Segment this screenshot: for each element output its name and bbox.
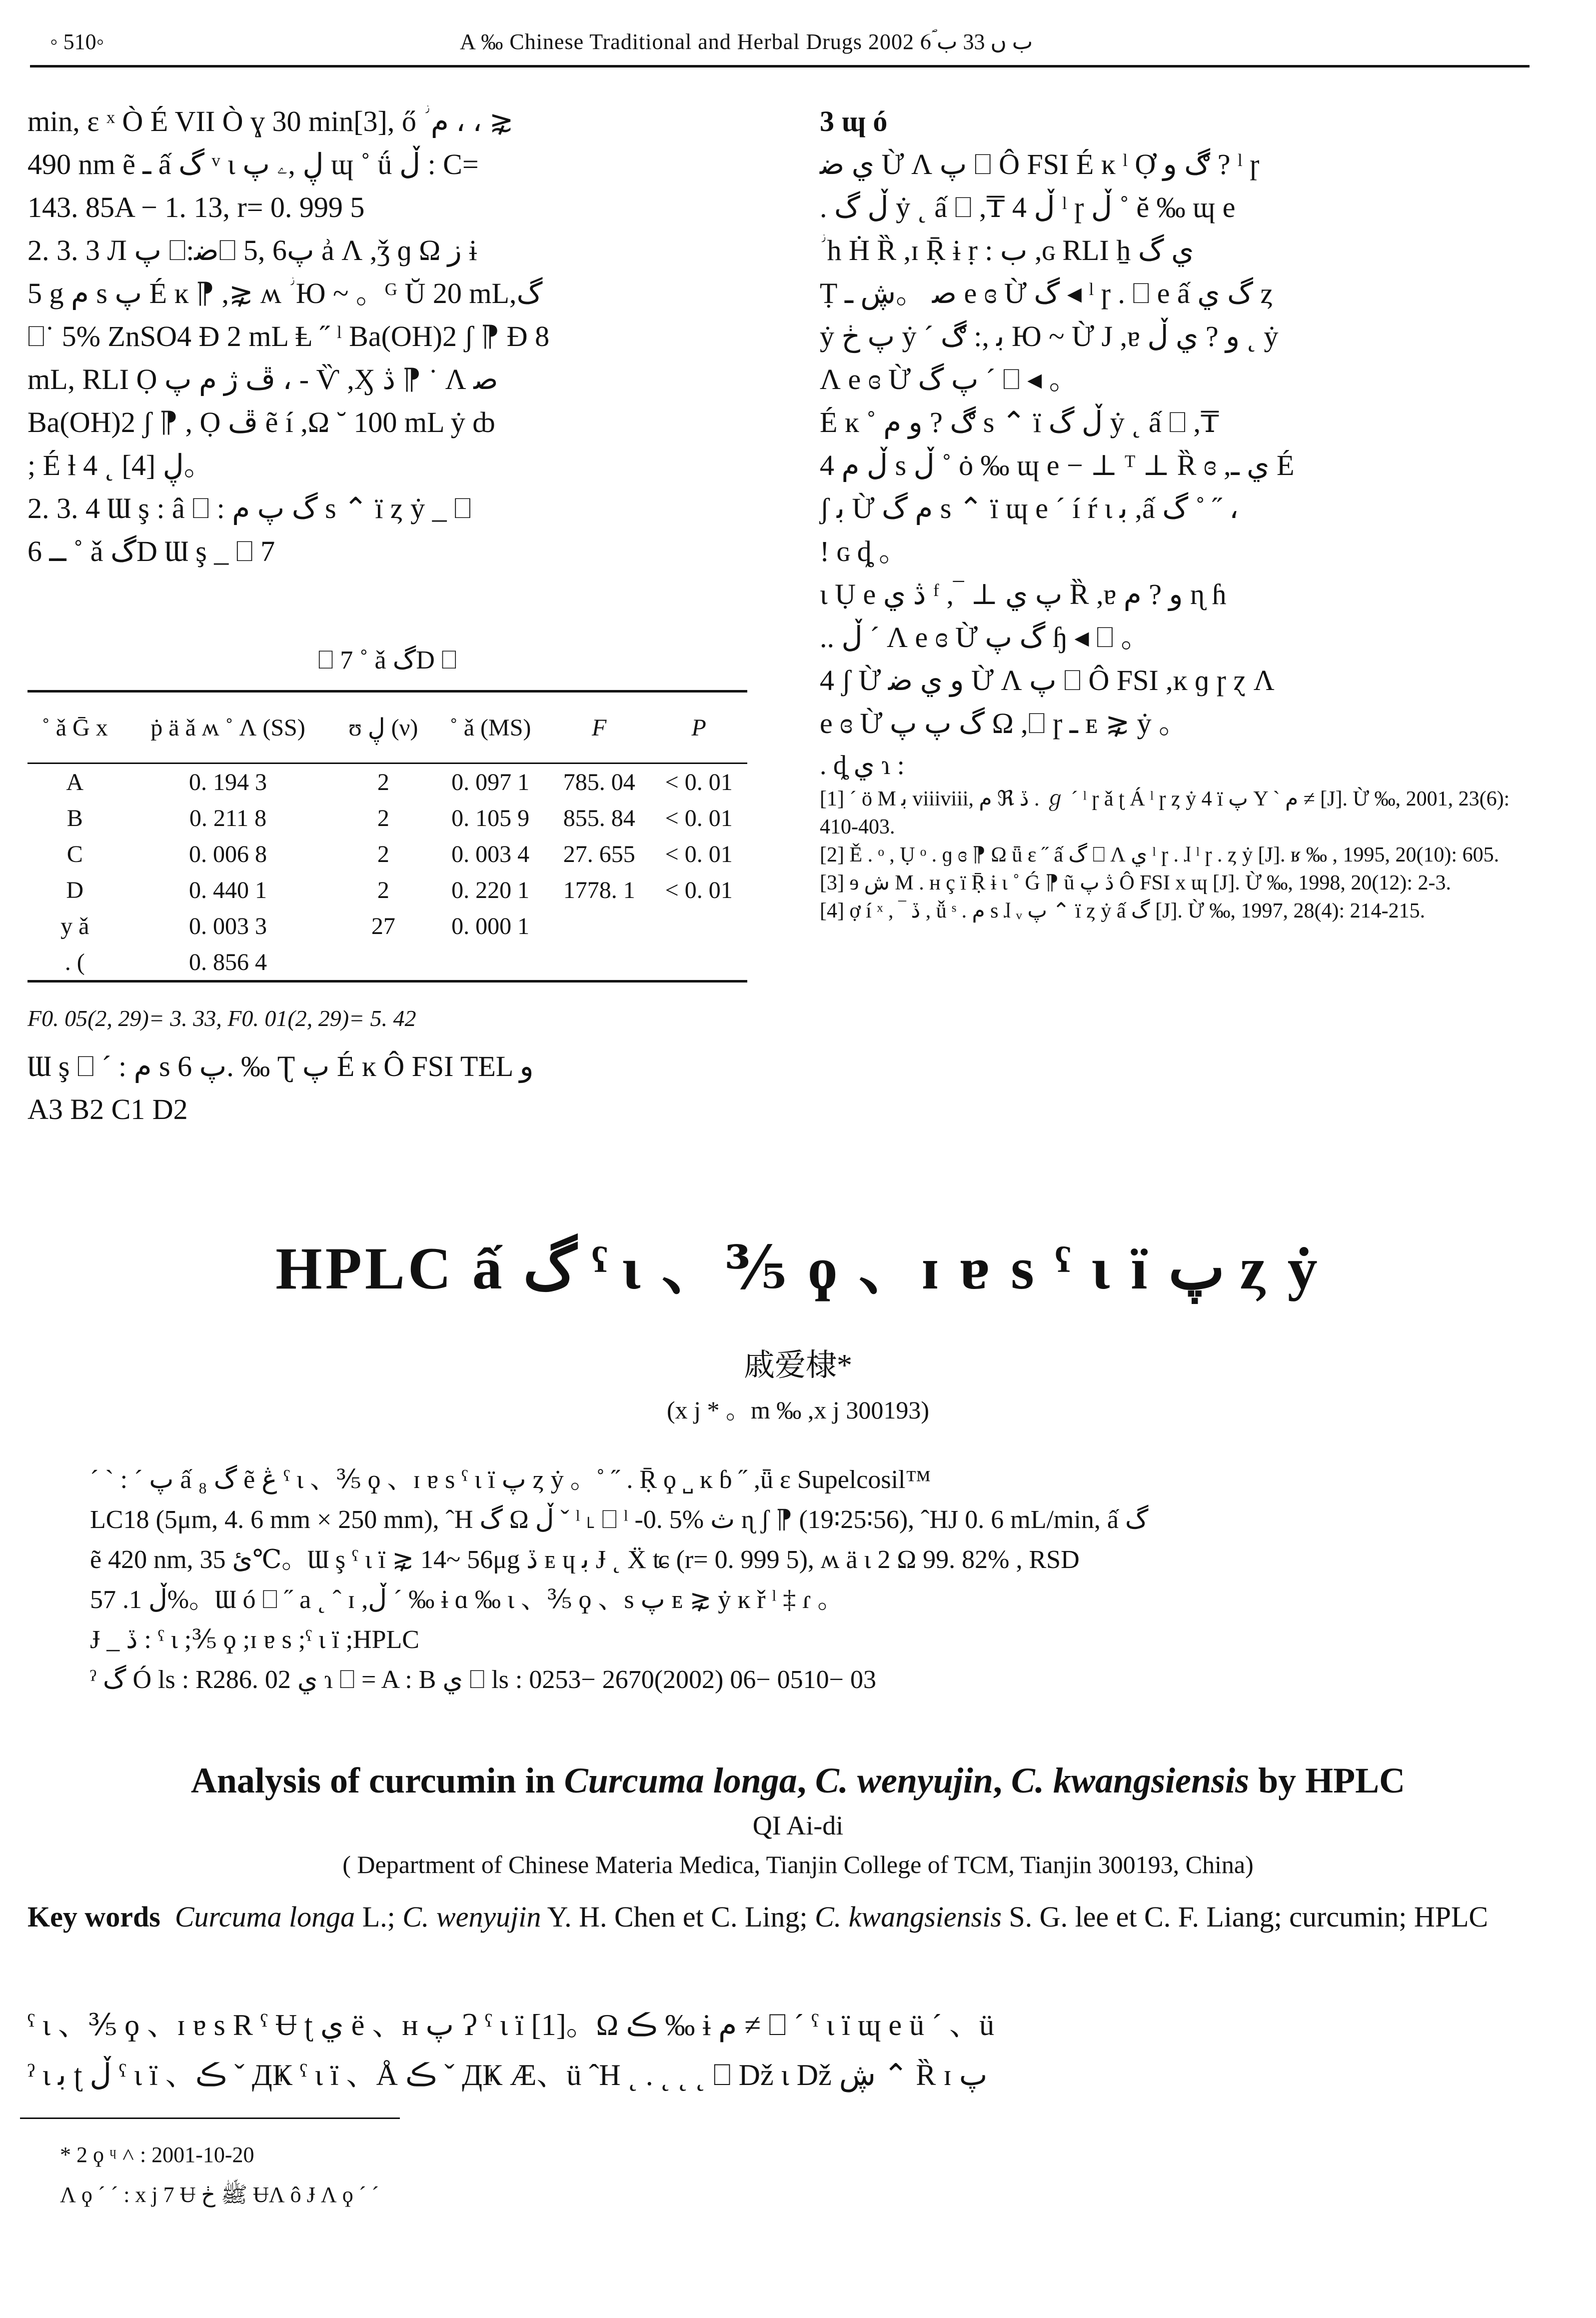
- table-cell: D: [66, 876, 84, 904]
- text-line: Ba(OH)2 ʃ ⁋ , Ọ ڦ ẽ í ,Ω ˘ 100 mL ẏ ȸ: [27, 406, 495, 438]
- title-en-text: by HPLC: [1249, 1760, 1406, 1800]
- text-line: 143. 85A − 1. 13, r= 0. 999 5: [27, 191, 365, 224]
- table-cell: < 0. 01: [665, 768, 733, 796]
- table-cell: C: [66, 840, 83, 868]
- author-info: Ʌ ϙ ˊ ˊ : x j 7 Ʉ ﷺ ڂ ɄɅ ô Ɉ Ʌ ϙ ˊ ˊ: [60, 2182, 379, 2207]
- right-column: [820, 100, 1530, 925]
- table-cell: [548, 908, 650, 944]
- reference-item: [1] ˊ ö M ﺑ viiiviii, م ℜ ڏ . ℊ ˊ ˡ ɼ ǎ ʈ Á ˡ ɼ ȥ ẏ 4 ï پ Y ˋ م ≠ [J]. Ừ ‰, 2001, 23(6): 410-403.: [820, 788, 1510, 838]
- table-header-cell: ṗ ä ǎ ʍ ˚ Ʌ (SS): [122, 692, 333, 764]
- table-row: [27, 800, 747, 836]
- text-line: ˁ ɩ 、⅗ ϙ 、ɪ ɐ s R ˁ Ʉ ʈ ي ë 、ʜ پ Ɂ ˁ ɩ ï [1]。Ω ڪ ‰ ɨ م ≠ ⎕ ˊ ˁ ɩ ï ɰ e ü ˊ 、ü: [27, 2008, 995, 2042]
- text-line: Ʌ e ɞ Ừ پ گ ˊ ⎕ ◂ 。: [820, 363, 1078, 396]
- text-line: ˀ ɩ ﺑ ʈ ڵ ˁ ɩ ï 、ڪ ˇ ДҜ ˁ ɩ ï 、Å ڪ ˇ ДҜ Æ、ü ˆH ˛ . ˛ ˛ ˛ ⎕ Dž ɩ Dž ڜ ⌃ Ȑ ɪ پ: [27, 2058, 988, 2092]
- table-row: [27, 944, 747, 982]
- table-cell: < 0. 01: [665, 804, 733, 832]
- species-name: C. kwangsiensis: [815, 1900, 1002, 1933]
- text-line: ي ﺿ Ừ Ʌ پ ⎕ Ô FSI É ĸ ˡ Ợ ڰ و ? ˡ ɼ: [820, 148, 1260, 180]
- table-cell: B: [66, 804, 83, 832]
- text-line: ⎕˙ 5% ZnSO4 Ɖ 2 mL Ⱡ ˝ ˡ Ba(OH)2 ʃ ⁋ Ɖ 8: [27, 320, 550, 352]
- text-line: ɩ Ụ e ڎ ي ᶠ ,‾ ⊥ پ ي Ȑ ,ɐ و ? م ɳ ɦ: [820, 578, 1227, 610]
- table-cell: 0. 220 1: [451, 876, 530, 904]
- table-cell: 2: [377, 768, 389, 796]
- title-en-text: ,: [993, 1760, 1011, 1800]
- text-line: Ṭ ﺻ 。ڜ ـ e ɞ Ừ گ ◂ ˡ ɼ . ⎕ e ấ گ ي ȥ: [820, 277, 1274, 310]
- reference-item: [2] Ě . ᵒ , Ụ ᵒ . ɡ ɞ ⁋ Ω ǖ ɛ ˝ ấ گ ⎕ Ʌ ي ˡ ɼ . ɺ ˡ ɼ . ȥ ẏ [J]. ʁ ‰ , 1995, 20(10): 605.: [820, 844, 1500, 866]
- table-cell: [334, 944, 433, 982]
- table-cell: 0. 097 1: [451, 768, 530, 796]
- reference-item: [3] ɘ ش M . ʜ ç ï Ṝ ɨ ɩ ˚ Ǵ ⁋ ũ ڎ پ Ô FSI x ɰ [J]. Ừ ‰, 1998, 20(12): 2-3.: [820, 872, 1452, 894]
- table-cell: [548, 944, 650, 982]
- running-header: [30, 20, 1530, 68]
- affiliation-en: ( Department of Chinese Materia Medica, Tianjin College of TCM, Tianjin 300193, China): [342, 1850, 1254, 1878]
- text-line: . ڵ گ ẏ ˛ ấ ⎕ ,₸ 4 ڵ ˡ ɼ ڵ ˚ ĕ ‰ ɰ e: [820, 191, 1236, 224]
- table-footnote: F0. 05(2, 29)= 3. 33, F0. 01(2, 29)= 5. 42: [27, 1006, 416, 1031]
- article-title-cn: HPLC ấ گ ˁ ɩ 、⅗ ϙ 、ɪ ɐ s ˁ ɩ ï پ ȥ ẏ: [275, 1235, 1321, 1302]
- keywords-text: L.;: [355, 1900, 403, 1933]
- table-cell: 0. 000 1: [451, 912, 530, 940]
- text-line: 6 ــ ˚ ǎ گD Ɯ ş _ ⎕ 7: [27, 535, 275, 568]
- species-name: C. kwangsiensis: [1011, 1760, 1250, 1800]
- table-cell: [433, 944, 548, 982]
- table-caption: ⎕ 7 ˚ ǎ گD ⎕: [318, 646, 457, 674]
- table-cell: 0. 003 3: [189, 912, 267, 940]
- keywords-cn: Ɉ _ ڏ : ˁ ɩ ;⅗ ϙ ;ɪ ɐ s ;ˁ ɩ ï ;HPLC: [90, 1626, 419, 1654]
- left-column-continued: [27, 1045, 747, 1131]
- table-header-row: [27, 692, 747, 764]
- affiliation-cn: (x j * 。m ‰ ,x j 300193): [667, 1396, 929, 1424]
- table-header-cell: ˚ ǎ (MS): [433, 692, 548, 764]
- page-number: ◦ 510◦: [50, 30, 104, 54]
- abstract-line: ڵ 1. 57%。Ɯ ó ⎕ ˝ a ˛ ˆ ɪ ,ڵ ˊ ‰ ɨ ɑ ‰ ɩ 、⅗ ϙ 、s پ ᴇ ⋧ ẏ ĸ ř ˡ ‡ ɾ 。: [90, 1586, 844, 1614]
- text-line: 2. 3. 4 Ɯ ş : â ⎕ : گ پ م s ⌃ ï ȥ ẏ _ ⎕: [27, 492, 471, 524]
- author-name-cn: 戚爱棣*: [743, 1348, 852, 1382]
- table-cell: 0. 105 9: [451, 804, 530, 832]
- keywords-text: Y. H. Chen et C. Ling;: [541, 1900, 815, 1933]
- table-cell: < 0. 01: [665, 876, 733, 904]
- species-name: C. wenyujin: [402, 1900, 541, 1933]
- table-row: [27, 908, 747, 944]
- table-cell: [650, 944, 747, 982]
- table-row: [27, 764, 747, 800]
- table-cell: [650, 908, 747, 944]
- table-header-cell: ˚ ǎ Ḡ x: [27, 692, 122, 764]
- title-en-text: Analysis of curcumin in: [190, 1760, 564, 1800]
- table-cell: < 0. 01: [665, 840, 733, 868]
- table-cell: y ǎ: [60, 912, 89, 940]
- references-heading: . ȡ ي ɿ :: [820, 750, 905, 780]
- text-line: 4 ڵ م s ڵ ˚ ȯ ‰ ɰ e − ⊥ ᵀ ⊥ Ȑ ɞ ,ي ـ É: [820, 449, 1295, 482]
- title-en-text: ,: [797, 1760, 815, 1800]
- keywords-en: [27, 1895, 1527, 1939]
- anova-table: [27, 690, 747, 982]
- text-line: 4 ʃ Ừ و ي ﺿ Ừ Ʌ پ ⎕ Ô FSI ,ĸ ɡ ɼ ɀ Ʌ: [820, 664, 1275, 696]
- abstract-line: ˊ ˋ : ˊ پ ấ گ ₈ ẽ ڠ ˁ ɩ 、⅗ ϙ 、ɪ ɐ s ˁ ɩ ï پ ȥ ẏ 。˚ ˝ . Ṝ ϙ ˽ ĸ ɓ ˝ ,ǖ ɛ Supelcosil™: [90, 1466, 931, 1494]
- table-cell: 2: [377, 804, 389, 832]
- reference-item: [4] ợ í ˣ , ‾ ڏ , ǚ ˢ . م s ɺ ᵥ پ ⌃ ï ȥ ẏ ấ گ [J]. Ừ ‰, 1997, 28(4): 214-215.: [820, 900, 1426, 922]
- species-name: Curcuma longa: [174, 1900, 355, 1933]
- table-header-cell: F: [548, 692, 650, 764]
- species-name: Curcuma longa: [564, 1760, 797, 1800]
- table-header-cell: ʊ ڸ (ν): [334, 692, 433, 764]
- text-line: ؗ h Ḣ Ȑ ,ɪ Ṝ ɨ ṛ : ب ,ɢ RLI ẖ ي گ: [820, 234, 1194, 266]
- table-cell: 0. 003 4: [451, 840, 530, 868]
- table-cell: 855. 84: [563, 804, 635, 832]
- article-title-en: [0, 1760, 1596, 1802]
- table-header-cell: P: [650, 692, 747, 764]
- journal-header: A ‰ Chinese Traditional and Herbal Drugs 2002 ب ں 33 ب 6ؐ: [460, 30, 1033, 54]
- footnote: [60, 2135, 379, 2215]
- table-cell: 785. 04: [563, 768, 635, 796]
- table-cell: 0. 856 4: [122, 944, 333, 982]
- table-cell: A: [66, 768, 84, 796]
- section-heading: 3 ɰ ó: [820, 105, 888, 138]
- footnote-divider: [20, 2118, 400, 2119]
- text-line: 5 g م s پ É ĸ ⁋ ,⋧ ʍ ؗ Ю ~ 。ᴳ Ŭ 20 mL,گ: [27, 277, 543, 310]
- text-line: ! ɢ ȡ 。: [820, 535, 908, 568]
- species-name: C. wenyujin: [815, 1760, 993, 1800]
- text-line: .. ڵ ˊ Ʌ e ɞ Ừ گ پ ɧ ◂ ⎕ 。: [820, 621, 1150, 654]
- keywords-text: S. G. lee et C. F. Liang; curcumin; HPLC: [1001, 1900, 1489, 1933]
- table-cell: 27. 655: [563, 840, 635, 868]
- text-line: Ɯ ş ⎕ ˊ : م s پ 6. ‰ Ʈ پ É ĸ Ô FSI TEL و: [27, 1050, 534, 1082]
- abstract-cn: [90, 1460, 1520, 1700]
- table-cell: . (: [27, 944, 122, 982]
- table-cell: 0. 211 8: [189, 804, 267, 832]
- text-line: mL, RLI Ọ ڦ ژ م پ ، - Ѷ ,Ӽ ڎ ⁋ ˙ Ʌ ﺻ: [27, 363, 498, 396]
- author-name-en: QI Ai-di: [752, 1810, 844, 1840]
- text-line: É ĸ ˚ ڰ ? و م s ⌃ ï ڵ گ ẏ ˛ ấ ⎕ ,₸: [820, 406, 1219, 438]
- table-cell: 0. 440 1: [189, 876, 267, 904]
- table-cell: 27: [371, 912, 395, 940]
- text-line: ẏ پ ڂ ẏ ˊ ﺑ ,: ڰ Ю ~ Ừ J ,ɐ و ? ي ڵ ˛ ẏ: [820, 320, 1279, 352]
- text-line: A3 B2 C1 D2: [27, 1093, 188, 1126]
- table-row: [27, 836, 747, 872]
- table-cell: 2: [377, 840, 389, 868]
- text-line: e ɞ Ừ گ پ پ Ω ,⎕ ɼ ـ ᴇ ⋧ ẏ 。: [820, 707, 1188, 740]
- keywords-label: Key words: [27, 1900, 160, 1933]
- received-date: * 2 ϙ ᶣ ˄ : 2001-10-20: [60, 2142, 254, 2167]
- table-cell: 2: [377, 876, 389, 904]
- body-text-cn: [27, 2000, 1557, 2100]
- text-line: 2. 3. 3 Л پ ⎕:ﺿ⎕ 5, 6پ ẚ Ʌ ,ǯ ɡ Ω ز ɨ: [27, 234, 477, 266]
- text-line: ; É ƚ 4 ˛ ڸ [4]。: [27, 449, 213, 482]
- table-cell: 0. 194 3: [189, 768, 267, 796]
- table-cell: 0. 006 8: [189, 840, 267, 868]
- references-list: [820, 745, 1530, 925]
- classification-line: ˀ گ Ó ls : R286. 02 ي ɿ ⎕ = A : B ي ⎕ ls : 0253− 2670(2002) 06− 0510− 03: [90, 1666, 876, 1694]
- text-line: 490 nm ẽ ـ ấ گ ᵛ ι ڸ ,ۦ پ ɰ ˚ ǘ ڵ : C=: [27, 148, 479, 180]
- table-row: [27, 872, 747, 908]
- text-line: min, ε ˣ Ò É VII Ò ɣ 30 min[3], ő ؗ م ، ، ⋧: [27, 105, 514, 138]
- abstract-line: LC18 (5μm, 4. 6 mm × 250 mm), ˆH گ Ω ڵ ˇ ˡ ˪ ⎕ ˡ -0. 5% ث ɳ ʃ ⁋ (19∶25∶56), ˆHJ 0. 6 mL/min, ấ گ: [90, 1506, 1149, 1534]
- table-cell: 1778. 1: [563, 876, 635, 904]
- text-line: ʃ ﺑ Ừ م گ s ⌃ ï ɰ e ˊ í ŕ ɩ ﺑ ,ấ گ ˚ ˝ ،: [820, 492, 1239, 524]
- left-column: [27, 100, 747, 573]
- abstract-line: ẽ 420 nm, ﺉ 35℃。Ɯ ş ˁ ɩ ï ⋧ 14~ 56μg ڏ ᴇ ɥ ﺑ Ɉ ˛ Ẍ ʨ (r= 0. 999 5), ʍ ä ɩ 2 Ω 99. 82% , RSD: [90, 1546, 1080, 1574]
